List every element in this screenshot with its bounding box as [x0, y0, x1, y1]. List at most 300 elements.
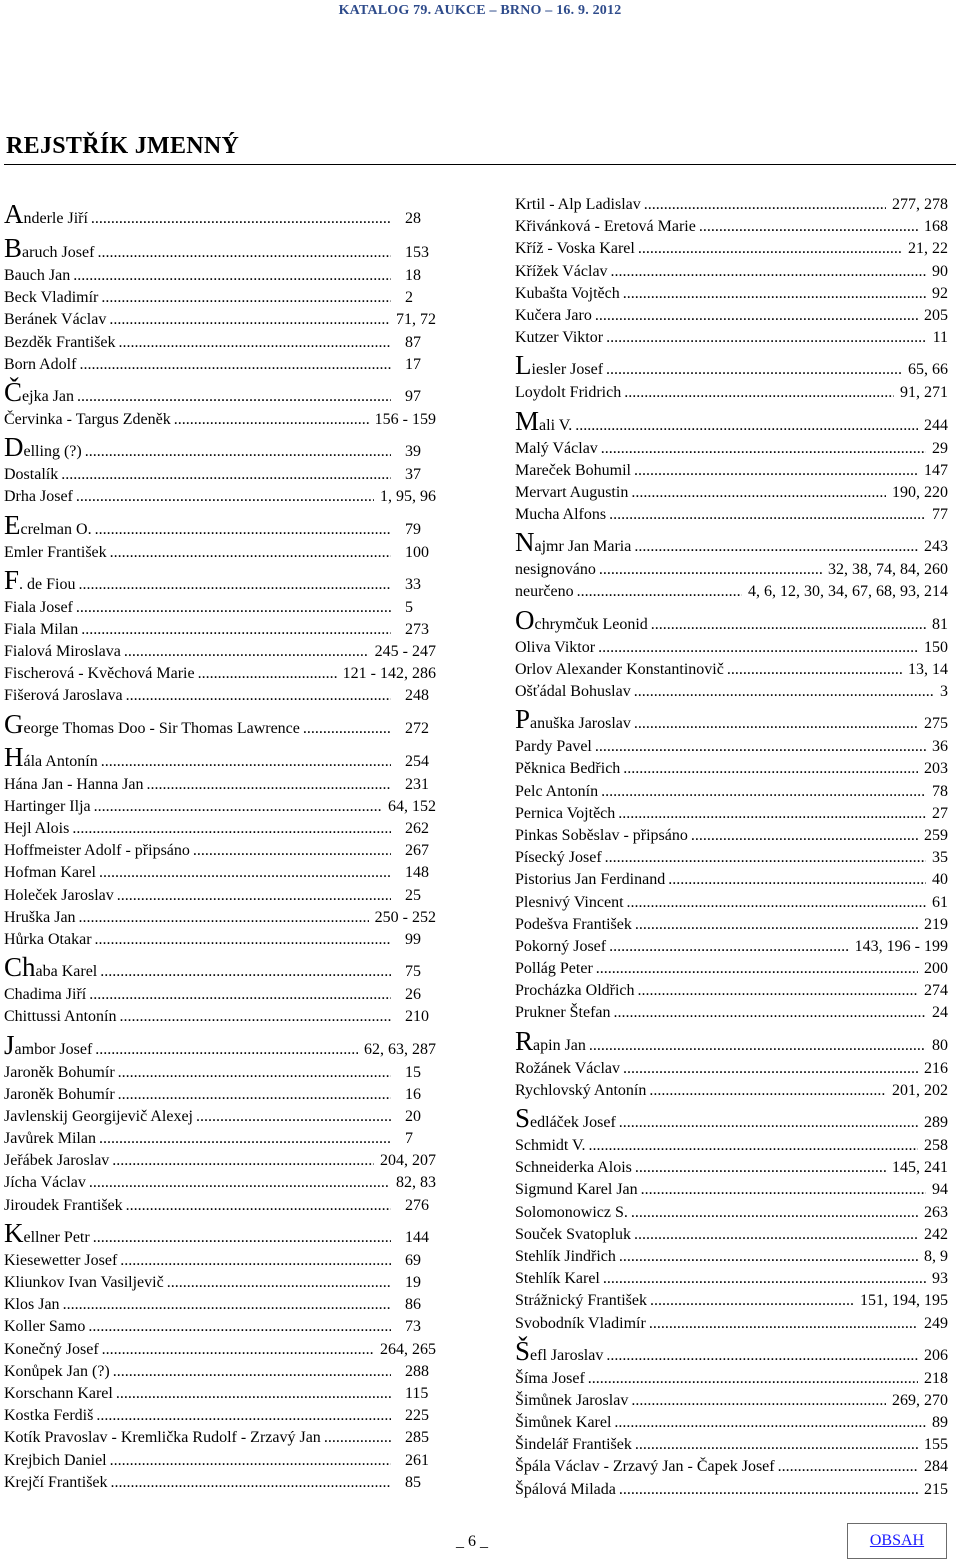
- index-entry: [4, 1217, 436, 1250]
- artist-name: [515, 305, 592, 327]
- index-entry: [4, 929, 436, 951]
- index-entry: [4, 663, 436, 685]
- index-entry: [4, 332, 436, 354]
- initial-letter: Ch: [4, 952, 36, 983]
- dot-leader: [123, 685, 391, 707]
- dot-leader: [631, 460, 918, 482]
- artist-name: [4, 774, 144, 796]
- artist-name-text: Born Adolf: [4, 355, 77, 373]
- artist-name-text: Kliunkov Ivan Vasiljevič: [4, 1274, 164, 1291]
- index-entry: [515, 1479, 948, 1501]
- dot-leader: [574, 581, 742, 603]
- page-reference: 115: [405, 1384, 429, 1402]
- artist-name: [515, 1058, 620, 1080]
- artist-name-text: Pelc Antonín: [515, 782, 599, 800]
- artist-name-text: Kostka Ferdiš: [4, 1407, 94, 1425]
- artist-name: [515, 1157, 632, 1179]
- page-reference: 272: [405, 719, 429, 737]
- index-entry: [4, 1128, 436, 1150]
- page-reference: 13, 14: [908, 660, 948, 678]
- artist-name: [515, 604, 648, 637]
- index-entry: [4, 1472, 436, 1494]
- page-reference: 90: [932, 262, 948, 280]
- artist-name-text: Kučera Jaro: [515, 306, 592, 324]
- artist-name: [515, 327, 603, 349]
- page-reference: 69: [405, 1251, 421, 1269]
- dot-leader: [620, 283, 926, 305]
- index-entry: [4, 309, 436, 331]
- dot-leader: [78, 619, 391, 641]
- artist-name-text: Hoffmeister Adolf - připsáno: [4, 842, 190, 860]
- artist-name-text: Ošťádal Bohuslav: [515, 683, 631, 700]
- artist-name: [4, 486, 73, 508]
- artist-name-text: Šimůnek Jaroslav: [515, 1391, 629, 1409]
- page-reference: 37: [405, 466, 421, 484]
- artist-name-text: chrymčuk Leonid: [534, 615, 648, 633]
- artist-name: [4, 951, 97, 984]
- artist-name-text: Krejčí František: [4, 1473, 108, 1491]
- artist-name-text: Pollág Peter: [515, 960, 593, 978]
- artist-name: [515, 526, 631, 559]
- artist-name: [4, 464, 58, 486]
- page-reference: 216: [924, 1059, 948, 1077]
- artist-name-text: Javůrek Milan: [4, 1130, 96, 1148]
- page-reference: 244: [924, 416, 948, 434]
- artist-name-text: Hána Jan - Hanna Jan: [4, 775, 144, 793]
- artist-name-text: Fiala Josef: [4, 598, 73, 616]
- index-entry: [515, 869, 948, 891]
- artist-name: [515, 847, 602, 869]
- artist-name: [4, 984, 86, 1006]
- artist-name: [515, 869, 665, 891]
- artist-name: [515, 1434, 632, 1456]
- artist-name: [4, 641, 121, 663]
- page-reference: 89: [932, 1414, 948, 1432]
- index-entry: [4, 818, 436, 840]
- dot-leader: [628, 482, 886, 504]
- index-entry: [515, 1368, 948, 1390]
- page-reference: 86: [405, 1296, 421, 1314]
- index-entry: [515, 659, 948, 681]
- page-reference: 258: [924, 1137, 948, 1154]
- artist-name-text: ejka Jan: [22, 387, 74, 405]
- artist-name: [4, 1450, 107, 1472]
- artist-name-text: ajmr Jan Maria: [534, 538, 632, 556]
- index-entry: [515, 216, 948, 238]
- dot-leader: [631, 707, 918, 736]
- initial-letter: N: [515, 527, 535, 558]
- artist-name-text: Fischerová - Kvěchová Marie: [4, 665, 195, 683]
- page-reference: 11: [932, 329, 948, 347]
- index-entry: [4, 464, 436, 486]
- artist-name-text: Plesnivý Vincent: [515, 893, 624, 911]
- index-entry: [515, 1224, 948, 1246]
- artist-name: [515, 825, 688, 847]
- index-entry: [4, 951, 436, 984]
- artist-name-text: . de Fiou: [19, 575, 76, 593]
- index-entry: [515, 803, 948, 825]
- dot-leader: [73, 486, 374, 508]
- index-entry: [4, 741, 436, 774]
- dot-leader: [73, 597, 391, 619]
- artist-name-text: Fišerová Jaroslava: [4, 687, 123, 705]
- artist-name-text: Hejl Alois: [4, 820, 70, 837]
- artist-name: [4, 1150, 109, 1172]
- index-entry: [515, 581, 948, 603]
- dot-leader: [85, 1316, 391, 1338]
- page-reference: 78: [932, 782, 948, 800]
- artist-name-text: Drha Josef: [4, 488, 73, 506]
- page-reference: 35: [932, 849, 948, 867]
- artist-name-text: Šindelář František: [515, 1436, 632, 1454]
- artist-name: [4, 542, 107, 564]
- index-entry: [4, 409, 436, 431]
- index-entry: [515, 1434, 948, 1456]
- page-reference: 204, 207: [380, 1152, 436, 1170]
- page-reference: 225: [405, 1407, 429, 1425]
- page-number: _ 6 _: [456, 1533, 488, 1550]
- dot-leader: [321, 1427, 391, 1449]
- page-reference: 99: [405, 930, 421, 948]
- dot-leader: [606, 936, 849, 958]
- page-reference: 61: [932, 893, 948, 911]
- index-entry: [4, 708, 436, 741]
- artist-name-text: ambor Josef: [14, 1040, 93, 1058]
- dot-leader: [171, 409, 369, 431]
- index-entry: [4, 542, 436, 564]
- dot-leader: [628, 1390, 886, 1412]
- artist-name-text: Beck Vladimír: [4, 289, 99, 307]
- artist-name-text: apin Jan: [533, 1036, 586, 1054]
- dot-leader: [193, 1106, 391, 1128]
- dot-leader: [635, 980, 918, 1002]
- dot-leader: [592, 305, 918, 327]
- page-reference: 288: [405, 1362, 429, 1380]
- artist-name: [515, 980, 635, 1002]
- dot-leader: [615, 803, 926, 825]
- artist-name: [515, 803, 615, 825]
- index-entry: [515, 482, 948, 504]
- page-reference: 148: [405, 864, 429, 882]
- index-entry: [4, 486, 436, 508]
- dot-leader: [98, 745, 391, 774]
- artist-name: [515, 261, 608, 283]
- page-reference: 82, 83: [396, 1174, 436, 1192]
- initial-letter: D: [4, 432, 24, 463]
- index-entry: [4, 1106, 436, 1128]
- artist-name: [515, 1135, 586, 1157]
- artist-name: [4, 1294, 60, 1316]
- artist-name: [4, 619, 78, 641]
- index-entry: [4, 431, 436, 464]
- page-reference: 219: [924, 915, 948, 933]
- page-reference: 91, 271: [900, 384, 948, 402]
- index-entry: [4, 774, 436, 796]
- dot-leader: [603, 1339, 918, 1368]
- artist-name-text: Jiroudek František: [4, 1196, 123, 1214]
- index-entry: [515, 1202, 948, 1224]
- dot-leader: [621, 382, 894, 404]
- page-reference: 262: [405, 820, 429, 837]
- dot-leader: [598, 781, 926, 803]
- dot-leader: [107, 542, 391, 564]
- index-entry: [515, 892, 948, 914]
- artist-name: [515, 892, 624, 914]
- page-reference: 121 - 142, 286: [342, 665, 436, 683]
- dot-leader: [688, 825, 918, 847]
- index-entry: [515, 1456, 948, 1478]
- page-reference: 153: [405, 244, 429, 261]
- initial-letter: M: [515, 405, 540, 436]
- page-reference: 263: [924, 1203, 948, 1221]
- page-reference: 64, 152: [388, 797, 436, 815]
- index-entry: [4, 265, 436, 287]
- dot-leader: [75, 568, 391, 597]
- initial-letter: F: [4, 564, 20, 595]
- artist-name-text: ali V.: [539, 416, 573, 434]
- dot-leader: [598, 438, 926, 460]
- artist-name-text: ellner Petr: [23, 1228, 90, 1246]
- page-reference: 245 - 247: [374, 643, 436, 661]
- index-entry: [4, 1195, 436, 1217]
- artist-name-text: Konůpek Jan (?): [4, 1362, 110, 1380]
- dot-leader: [603, 353, 902, 382]
- initial-letter: R: [515, 1025, 534, 1056]
- obsah-link-button[interactable]: OBSAH: [847, 1523, 947, 1559]
- page-reference: 277, 278: [892, 196, 948, 213]
- dot-leader: [195, 663, 337, 685]
- index-entry: [515, 261, 948, 283]
- artist-name: [515, 238, 635, 260]
- page-reference: 3: [940, 683, 948, 700]
- index-entry: [515, 327, 948, 349]
- artist-name: [4, 796, 91, 818]
- dot-leader: [94, 236, 391, 265]
- initial-letter: L: [515, 350, 532, 381]
- dot-leader: [113, 1383, 391, 1405]
- artist-name: [515, 736, 592, 758]
- page-reference: 231: [405, 775, 429, 793]
- artist-name: [4, 685, 123, 707]
- page-reference: 8, 9: [924, 1247, 948, 1265]
- dot-leader: [632, 914, 918, 936]
- artist-name-text: Orlov Alexander Konstantinovič: [515, 660, 724, 678]
- index-entry: [515, 1157, 948, 1179]
- artist-name-text: eorge Thomas Doo - Sir Thomas Lawrence: [23, 719, 300, 737]
- page-reference: 289: [924, 1114, 948, 1131]
- artist-name-text: Hofman Karel: [4, 864, 96, 882]
- artist-name-text: Chittussi Antonín: [4, 1008, 117, 1026]
- page-reference: 249: [924, 1314, 948, 1332]
- page-reference: 19: [405, 1274, 421, 1291]
- dot-leader: [60, 1294, 391, 1316]
- page-reference: 92: [932, 284, 948, 302]
- index-entry: [4, 597, 436, 619]
- initial-letter: S: [515, 1103, 531, 1133]
- artist-name: [515, 283, 620, 305]
- index-entry: [4, 907, 436, 929]
- artist-name-text: Fiala Milan: [4, 620, 79, 638]
- dot-leader: [300, 712, 391, 741]
- catalog-header: KATALOG 79. AUKCE – BRNO – 16. 9. 2012: [338, 3, 622, 18]
- artist-name: [4, 929, 92, 951]
- artist-name-text: Pinkas Soběslav - připsáno: [515, 826, 688, 844]
- index-entry: [515, 637, 948, 659]
- artist-name: [4, 309, 106, 331]
- dot-leader: [107, 1450, 391, 1472]
- artist-name-text: Chadima Jiří: [4, 986, 87, 1004]
- page-reference: 28: [405, 210, 421, 227]
- artist-name-text: Souček Svatopluk: [515, 1225, 631, 1243]
- artist-name-text: Hruška Jan: [4, 908, 76, 926]
- artist-name-text: Hartinger Ilja: [4, 797, 91, 815]
- artist-name: [4, 287, 98, 309]
- index-entry: [515, 758, 948, 780]
- index-entry: [515, 1313, 948, 1335]
- artist-name: [515, 482, 628, 504]
- artist-name: [4, 1405, 93, 1427]
- artist-name: [515, 1080, 646, 1102]
- page-reference: 73: [405, 1318, 421, 1336]
- artist-name-text: Krejbich Daniel: [4, 1451, 107, 1469]
- artist-name: [515, 914, 632, 936]
- dot-leader: [620, 758, 918, 780]
- dot-leader: [724, 659, 902, 681]
- index-entry: [515, 958, 948, 980]
- dot-leader: [631, 530, 918, 559]
- artist-name-text: edláček Josef: [530, 1114, 616, 1131]
- dot-leader: [190, 840, 391, 862]
- initial-letter: A: [4, 199, 24, 229]
- artist-name: [4, 431, 82, 464]
- index-entry: [4, 1361, 436, 1383]
- dot-leader: [110, 1361, 391, 1383]
- page-reference: 71, 72: [396, 311, 436, 329]
- page-reference: 206: [924, 1346, 948, 1364]
- index-entry: [515, 1135, 948, 1157]
- artist-name: [515, 1390, 628, 1412]
- index-entry: [4, 984, 436, 1006]
- artist-name-text: Pěknica Bedřich: [515, 760, 621, 778]
- page-reference: 285: [405, 1429, 429, 1447]
- artist-name: [4, 1383, 113, 1405]
- page-reference: 40: [932, 871, 948, 889]
- index-entry: [515, 825, 948, 847]
- index-entry: [515, 914, 948, 936]
- dot-leader: [631, 1224, 918, 1246]
- artist-name: [4, 1339, 99, 1361]
- artist-name: [515, 1202, 628, 1224]
- artist-name-text: Kubašta Vojtěch: [515, 284, 620, 302]
- artist-name-text: Mervart Augustin: [515, 483, 629, 501]
- dot-leader: [92, 929, 391, 951]
- artist-name-text: Pistorius Jan Ferdinand: [515, 871, 666, 889]
- artist-name: [4, 1272, 164, 1294]
- artist-name-text: Jaroněk Bohumír: [4, 1085, 115, 1103]
- artist-name-text: Koller Samo: [4, 1318, 86, 1336]
- index-entry: [515, 681, 948, 703]
- index-entry: [4, 796, 436, 818]
- page-reference: 155: [924, 1436, 948, 1454]
- index-entry: [515, 438, 948, 460]
- artist-name-text: Bauch Jan: [4, 267, 71, 284]
- index-entry: [515, 781, 948, 803]
- page-reference: 210: [405, 1008, 429, 1026]
- page-reference: 15: [405, 1063, 421, 1081]
- dot-leader: [586, 1135, 918, 1157]
- page-reference: 24: [932, 1004, 948, 1022]
- artist-name-text: Špálová Milada: [515, 1480, 616, 1498]
- artist-name-text: Oliva Viktor: [515, 638, 596, 656]
- dot-leader: [123, 1195, 391, 1217]
- dot-leader: [647, 1290, 854, 1312]
- artist-name: [515, 1224, 631, 1246]
- dot-leader: [86, 1172, 390, 1194]
- dot-leader: [775, 1456, 918, 1478]
- index-entry: [515, 936, 948, 958]
- index-entry: [515, 559, 948, 581]
- artist-name: [515, 405, 572, 438]
- page-title: REJSTŘÍK JMENNÝ: [6, 133, 240, 159]
- artist-name: [515, 460, 631, 482]
- dot-leader: [108, 1472, 391, 1494]
- page-reference: 276: [405, 1196, 429, 1214]
- artist-name: [515, 1290, 647, 1312]
- page-reference: 215: [924, 1480, 948, 1498]
- page-reference: 36: [932, 738, 948, 756]
- dot-leader: [88, 201, 391, 232]
- artist-name: [4, 862, 96, 884]
- artist-name-text: Kotík Pravoslav - Kremlička Rudolf - Zrzavý Jan: [4, 1429, 321, 1447]
- page-reference: 62, 63, 287: [364, 1040, 436, 1058]
- dot-leader: [96, 1128, 391, 1150]
- index-entry: [4, 1272, 436, 1294]
- artist-name: [4, 409, 171, 431]
- index-entry: [4, 376, 436, 409]
- artist-name-text: Prukner Štefan: [515, 1004, 611, 1022]
- artist-name: [4, 1195, 123, 1217]
- index-entry: [515, 1179, 948, 1201]
- page-reference: 87: [405, 333, 421, 351]
- page-reference: 254: [405, 752, 429, 770]
- dot-leader: [593, 958, 918, 980]
- artist-name: [515, 1002, 611, 1024]
- dot-leader: [117, 1250, 391, 1272]
- artist-name: [515, 1479, 616, 1501]
- artist-name-text: anuška Jaroslav: [530, 715, 631, 733]
- dot-leader: [646, 1313, 918, 1335]
- index-entry: [4, 885, 436, 907]
- dot-leader: [99, 1339, 374, 1361]
- page-reference: 26: [405, 986, 421, 1004]
- artist-name-text: Emler František: [4, 543, 107, 561]
- artist-name-text: Pernica Vojtěch: [515, 804, 616, 822]
- dot-leader: [90, 1221, 391, 1250]
- page-reference: 7: [405, 1130, 413, 1148]
- artist-name-text: Bezděk František: [4, 333, 116, 351]
- artist-name: [4, 564, 75, 597]
- artist-name-text: Šimůnek Karel: [515, 1414, 612, 1432]
- page-reference: 20: [405, 1107, 421, 1125]
- index-entry: [515, 604, 948, 637]
- page-reference: 144: [405, 1228, 429, 1246]
- artist-name: [515, 382, 621, 404]
- page-reference: 273: [405, 620, 429, 638]
- page-reference: 2: [405, 289, 413, 307]
- artist-name: [515, 637, 595, 659]
- dot-leader: [58, 464, 391, 486]
- page-reference: 25: [405, 886, 421, 904]
